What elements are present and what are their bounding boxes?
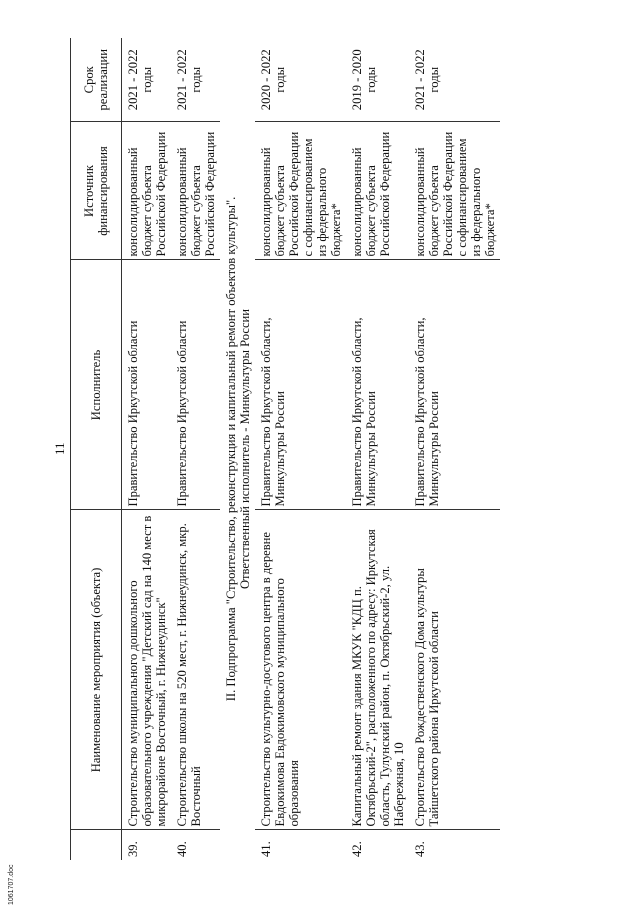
table-row: [409, 38, 500, 860]
row-executor: Правительство Иркутской области: [122, 260, 172, 510]
row-period: 2020 - 2022 годы: [259, 49, 287, 111]
row-executor: Правительство Иркутской области, Минкультуры России: [409, 260, 500, 510]
row-source: консолидированный бюджет субъекта Российской Федерации: [122, 122, 172, 260]
page-number: 11: [52, 442, 67, 455]
row-executor: Правительство Иркутской области, Минкультуры России: [255, 260, 346, 510]
program-table: [70, 38, 500, 860]
row-name: Строительство муниципального дошкольного образовательного учреждения "Детский сад на 140 мест в микрорайоне Восточный, г. Нижнеудинск": [122, 510, 172, 830]
row-period: 2019 - 2020 годы: [350, 49, 378, 111]
row-name: Строительство Рождественского Дома культуры Тайшетского района Иркутской области: [409, 510, 500, 830]
row-period: 2021 - 2022 годы: [413, 49, 441, 111]
row-number: 39.: [122, 830, 172, 860]
row-name: Капитальный ремонт здания МКУК "КДЦ п. Октябрьский-2", расположенного по адресу: Иркутская область, Тулунский район, п. Октябрьский-2, ул. Набережная, 10: [346, 510, 409, 830]
row-source: консолидированный бюджет субъекта Российской Федерации: [171, 122, 220, 260]
row-period: 2021 - 2022 годы: [126, 49, 154, 111]
table-row: [255, 38, 346, 860]
header-num: [71, 830, 122, 860]
row-name: Строительство культурно-досугового центра в деревне Евдокимова Евдокимовского муниципального образования: [255, 510, 346, 830]
rotated-table-container: [70, 38, 582, 860]
subprogram-row: [220, 38, 255, 860]
row-executor: Правительство Иркутской области, Минкультуры России: [346, 260, 409, 510]
subprogram-heading: [220, 38, 255, 860]
subprogram-title: II. Подпрограмма "Строительство, реконструкция и капитальный ремонт объектов культуры".: [224, 196, 238, 702]
row-number: 42.: [346, 830, 409, 860]
table-row: [122, 38, 172, 860]
table-row: [171, 38, 220, 860]
row-period: 2021 - 2022 годы: [175, 49, 203, 111]
document-filename: 1061707.doc: [8, 864, 15, 905]
row-name: Строительство школы на 520 мест, г. Нижнеудинск, мкр. Восточный: [171, 510, 220, 830]
row-number: 40.: [171, 830, 220, 860]
header-period: Срок реализации: [71, 38, 122, 122]
row-number: 41.: [255, 830, 346, 860]
row-source: консолидированный бюджет субъекта Российской Федерации: [346, 122, 409, 260]
header-executor: Исполнитель: [71, 260, 122, 510]
row-number: 43.: [409, 830, 500, 860]
header-source: Источник финансирования: [71, 122, 122, 260]
header-name: Наименование мероприятия (объекта): [71, 510, 122, 830]
row-source: консолидированный бюджет субъекта Российской Федерации с софинансированием из федерального бюджета*: [255, 122, 346, 260]
table-row: [346, 38, 409, 860]
row-source: консолидированный бюджет субъекта Российской Федерации с софинансированием из федерального бюджета*: [409, 122, 500, 260]
table-header: [71, 38, 122, 860]
subprogram-responsible: Ответственный исполнитель - Минкультуры России: [238, 308, 252, 590]
row-executor: Правительство Иркутской области: [171, 260, 220, 510]
